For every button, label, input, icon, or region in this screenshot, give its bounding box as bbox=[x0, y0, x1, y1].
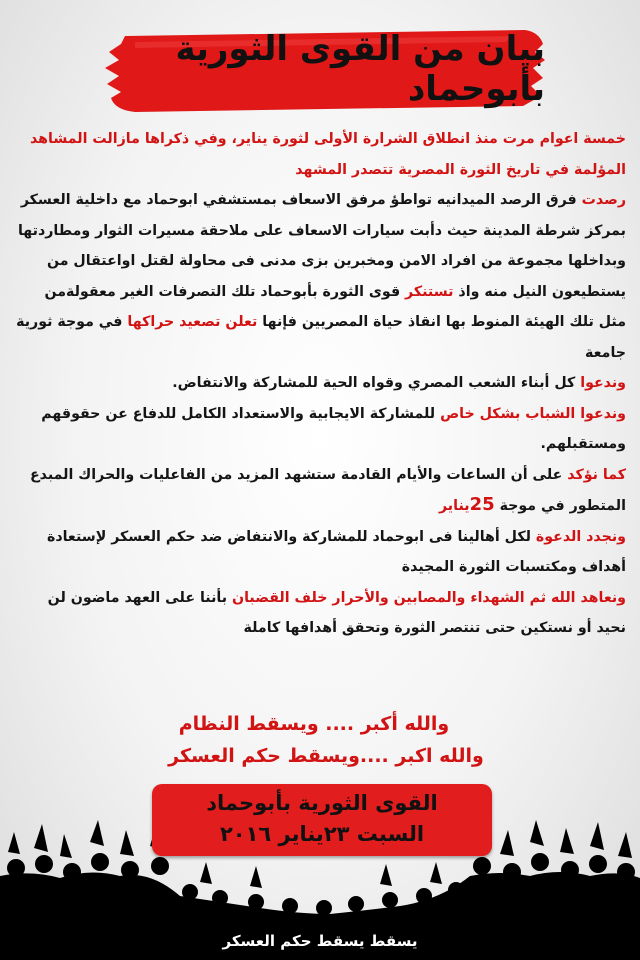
text-segment: تستنكر bbox=[405, 283, 454, 300]
date-number: 25 bbox=[469, 494, 495, 515]
text-segment: وندعوا bbox=[580, 375, 626, 391]
text-segment: يناير bbox=[438, 498, 470, 514]
intro-text: خمسة اعوام مرت منذ انطلاق الشرارة الأولى لثورة يناير، وفي ذكراها مازالت المشاهد المؤلمة في تاريخ الثورة المصرية تتصدر المشهد bbox=[29, 131, 626, 178]
text-segment: رصدت bbox=[576, 192, 626, 208]
paragraph-renew-call bbox=[14, 522, 626, 583]
text-segment: ونجدد الدعوة bbox=[535, 528, 626, 545]
text-segment: لكل أهالينا فى ابوحماد للمشاركة والانتفاض ضد حكم العسكر لإستعادة أهداف ومكتسبات الثورة المجيدة bbox=[46, 528, 626, 575]
text-segment: كما نؤكد bbox=[567, 466, 626, 483]
text-segment: كل أبناء الشعب المصري وقواه الحية للمشاركة والانتفاض. bbox=[172, 375, 581, 391]
text-segment: ونعاهد الله ثم الشهداء والمصابين والأحرار خلف القضبان bbox=[232, 589, 626, 606]
paragraph-call-people bbox=[14, 368, 626, 399]
paragraph-pledge bbox=[14, 583, 626, 644]
paragraph-intro bbox=[14, 124, 626, 185]
footer-slogan: يسقط يسقط حكم العسكر bbox=[222, 932, 418, 950]
page-title: بيان من القوى الثورية بأبوحماد bbox=[175, 29, 545, 109]
signature-box bbox=[152, 784, 492, 856]
slogan-line: والله أكبر .... ويسقط النظام bbox=[178, 713, 450, 735]
paragraph-affirm bbox=[14, 460, 626, 522]
signature-date: السبت ٢٣يناير ٢٠١٦ bbox=[219, 822, 425, 846]
paragraph-monitoring bbox=[14, 185, 626, 368]
slogan-line: والله اكبر ....ويسقط حكم العسكر bbox=[168, 745, 484, 767]
text-segment: للمشاركة الايجابية والاستعداد الكامل للدفاع عن حقوقهم ومستقبلهم. bbox=[41, 405, 626, 452]
text-segment: فرق الرصد الميدانيه تواطؤ مرفق الاسعاف بمستشفي ابوحماد مع داخلية العسكر بمركز شرطة المدينة حيث دأبت سيارات الاسعاف على ملاحقة مسيرات الثوار ومطاردتها وبداخلها مجموعة من افراد الامن ومخبرين بزى مدنى فى محاولة لقتل اواعتقال من يستطيعون النيل منه واذ bbox=[17, 192, 626, 300]
paragraph-call-youth bbox=[14, 399, 626, 460]
text-segment: في موجة ثورية جامعة bbox=[16, 314, 626, 361]
text-segment: بأننا على العهد ماضون لن نحيد أو نستكين حتى تنتصر الثورة وتحقق أهدافها كاملة bbox=[47, 589, 626, 636]
signature-org: القوى الثورية بأبوحماد bbox=[206, 791, 438, 815]
statement-body bbox=[14, 124, 626, 644]
text-segment: قوى الثورة بأبوحماد تلك التصرفات الغير معقولةمن مثل تلك الهيئة المنوط بها انقاذ حياة المصريين فإنها bbox=[44, 283, 626, 330]
text-segment: وندعوا الشباب بشكل خاص bbox=[440, 405, 626, 422]
text-segment: تعلن تصعيد حراكها bbox=[127, 314, 258, 330]
text-segment: على أن الساعات والأيام القادمة ستشهد المزيد من الفاعليات والحراك المبدع المتطور في موجة bbox=[29, 466, 626, 514]
slogans bbox=[120, 708, 520, 772]
